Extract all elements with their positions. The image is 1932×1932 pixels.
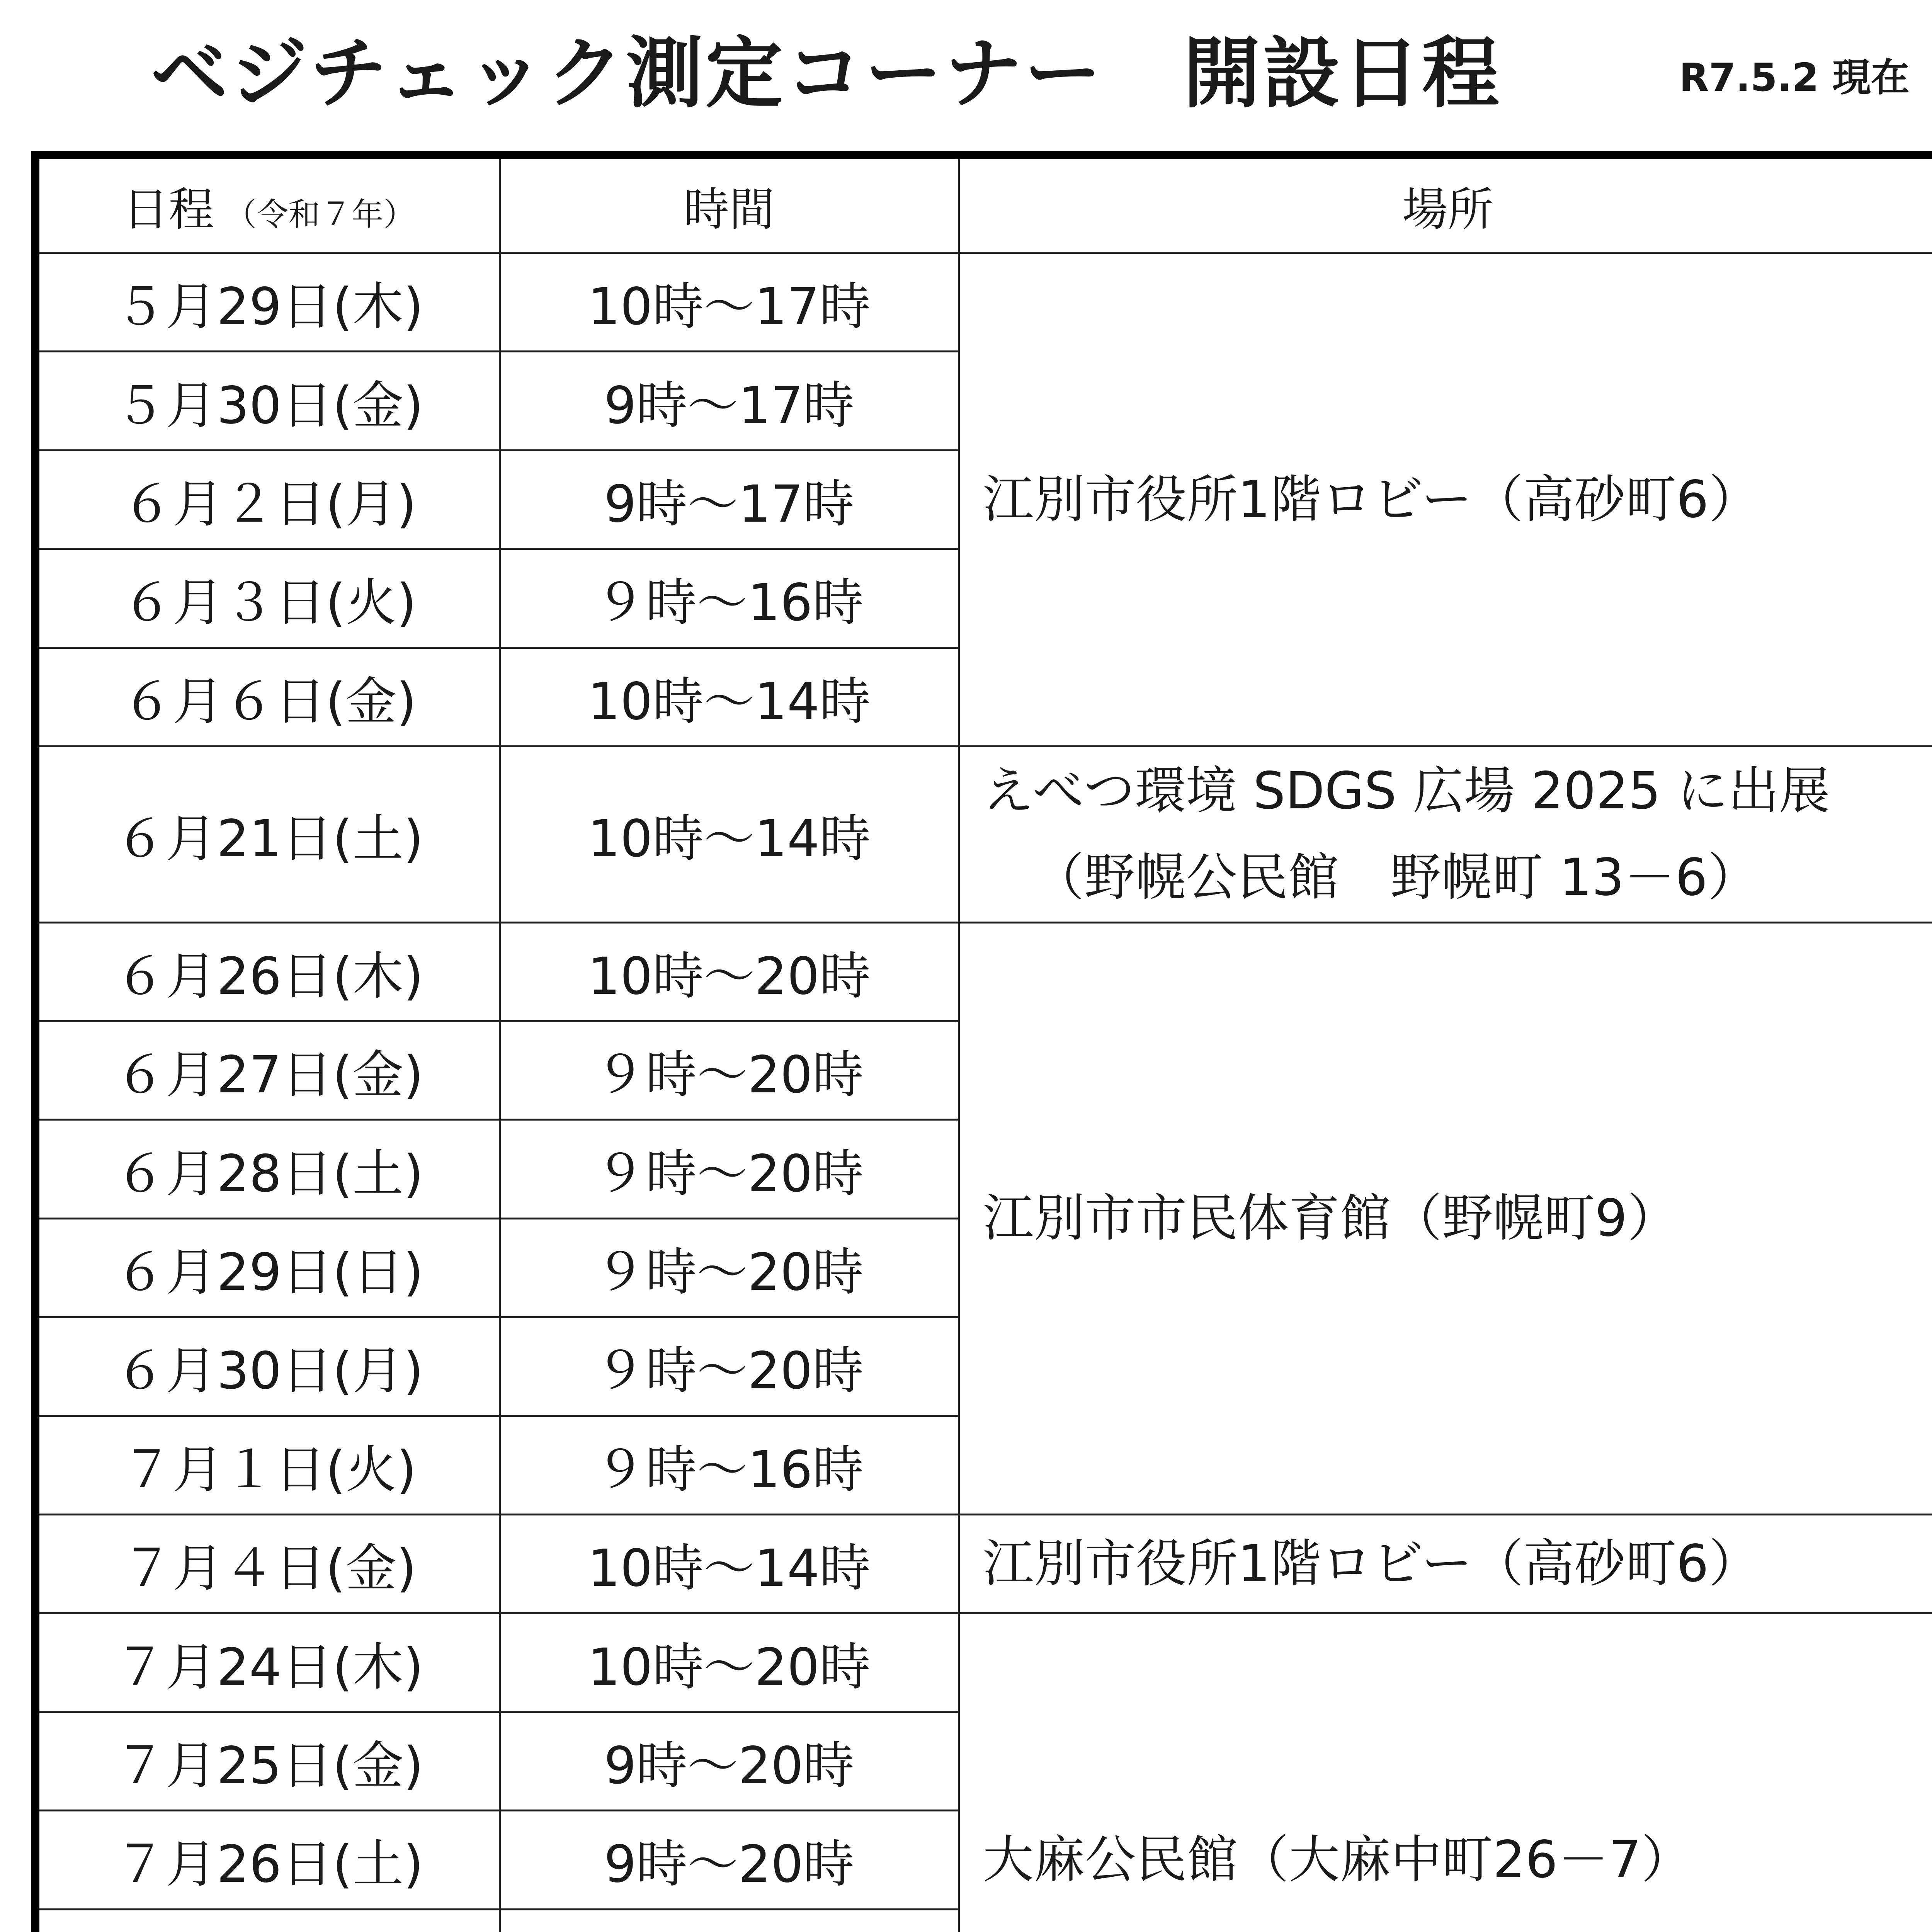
table-row [39,922,1932,1021]
place-cell [959,1613,1932,1932]
table-row [39,746,1932,922]
time-cell: 10時～20時 [500,1613,959,1712]
table-row [39,253,1932,352]
page-title: ベジチェック測定コーナー 開設日程 [151,29,1502,119]
header-time: 時間 [500,159,959,253]
place-line-2: （野幌公民館 野幌町 13－6） [1033,848,1759,908]
as-of-date: R7.5.2 現在 [1679,55,1910,100]
time-cell: 9時～20時 [500,1811,959,1909]
date-cell: ７月26日(土) [39,1811,500,1909]
table-header-row [39,159,1932,253]
time-cell: 9時～17時 [500,352,959,450]
date-cell [39,1909,500,1932]
header-place: 場所 [959,159,1932,253]
place-cell [959,922,1932,1514]
date-cell: ６月29日(日) [39,1218,500,1317]
place-cell [959,253,1932,747]
date-cell: ５月29日(木) [39,253,500,352]
date-cell: ６月３日(火) [39,549,500,648]
header-date [39,159,500,253]
date-cell: ６月27日(金) [39,1021,500,1120]
time-cell: ９時～20時 [500,1021,959,1120]
header-date-note: （令和７年） [225,196,415,233]
place-line: 江別市役所1階ロビー（高砂町6） [983,469,1760,529]
time-cell: 10時～14時 [500,648,959,746]
place-line: 江別市市民体育館（野幌町9） [983,1189,1679,1248]
date-cell: ７月24日(木) [39,1613,500,1712]
header-date-label: 日程 [123,183,214,236]
date-cell: ６月６日(金) [39,648,500,746]
time-cell: 10時～17時 [500,253,959,352]
time-cell: 9時～20時 [500,1712,959,1810]
time-cell: ９時～20時 [500,1218,959,1317]
date-cell: ６月21日(土) [39,746,500,922]
date-cell: ７月25日(金) [39,1712,500,1810]
place-cell [959,1515,1932,1613]
time-cell: ９時～20時 [500,1317,959,1416]
place-line: 江別市役所1階ロビー（高砂町6） [983,1534,1760,1594]
time-cell: ９時～16時 [500,549,959,648]
table-row [39,1515,1932,1613]
date-cell: ６月28日(土) [39,1120,500,1218]
time-cell [500,1909,959,1932]
place-line: 大麻公民館（大麻中町26－7） [983,1830,1692,1890]
date-cell: ７月１日(火) [39,1416,500,1514]
date-cell: ７月４日(金) [39,1515,500,1613]
time-cell: 10時～20時 [500,922,959,1021]
place-line: えべつ環境 SDGS 広場 2025 に出展 [983,761,1830,821]
time-cell: 10時～14時 [500,1515,959,1613]
date-cell: ６月30日(月) [39,1317,500,1416]
date-cell: ６月２日(月) [39,450,500,549]
table-row [39,1613,1932,1712]
date-cell: ５月30日(金) [39,352,500,450]
time-cell: 10時～14時 [500,746,959,922]
schedule-table [39,159,1932,1932]
time-cell: ９時～16時 [500,1416,959,1514]
place-cell [959,746,1932,922]
schedule-frame [31,151,1932,1932]
time-cell: ９時～20時 [500,1120,959,1218]
date-cell: ６月26日(木) [39,922,500,1021]
time-cell: 9時～17時 [500,450,959,549]
